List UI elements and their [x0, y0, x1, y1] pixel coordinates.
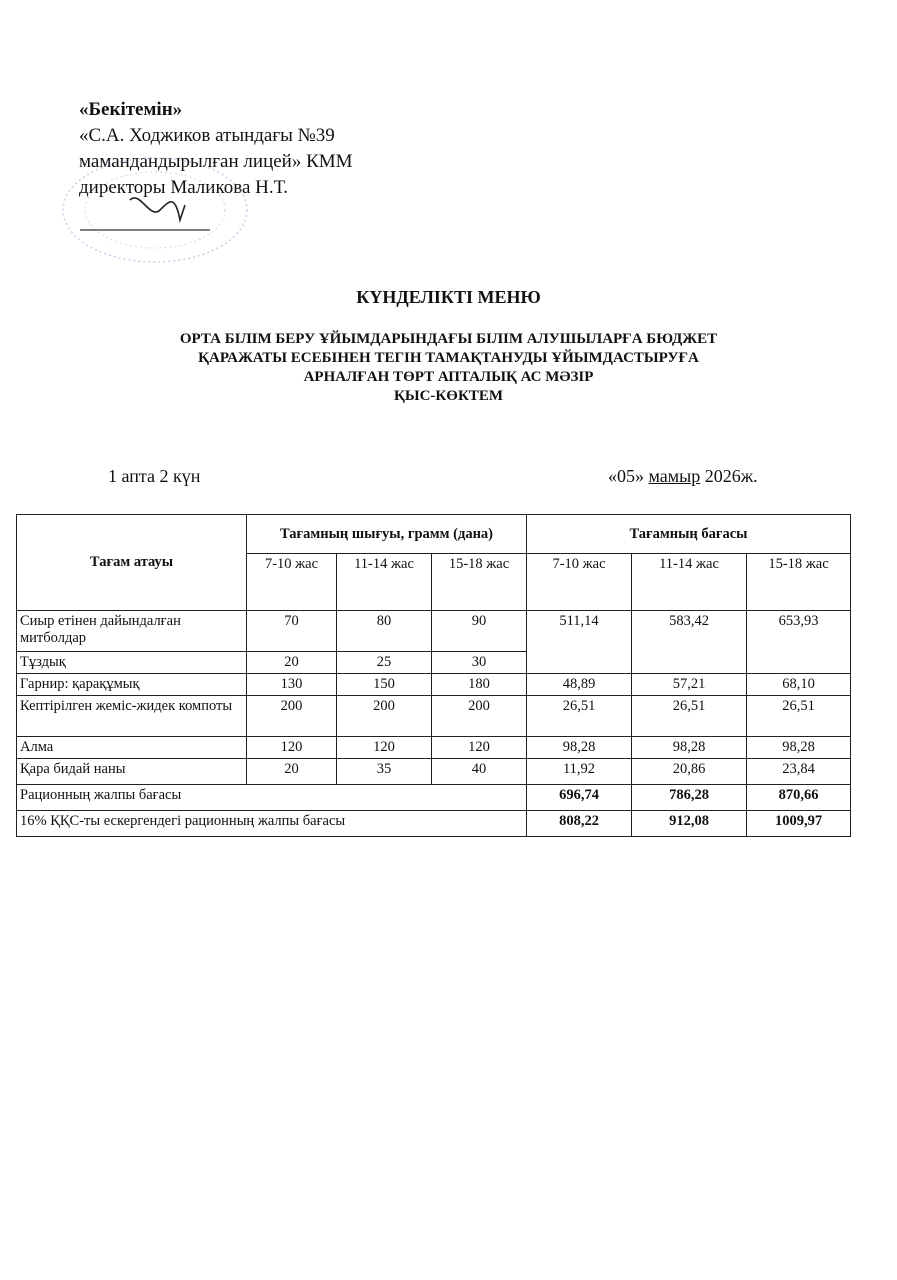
table-row: [17, 696, 851, 737]
yield-value: 200: [337, 696, 432, 737]
yield-value: 40: [432, 759, 527, 785]
price-value: 98,28: [747, 737, 851, 759]
yield-value: 120: [247, 737, 337, 759]
date-month: мамыр: [648, 466, 701, 486]
yield-age-1: 7-10 жас: [247, 554, 337, 611]
yield-age-3: 15-18 жас: [432, 554, 527, 611]
total-label: Рационның жалпы бағасы: [17, 785, 527, 811]
price-value: 23,84: [747, 759, 851, 785]
yield-value: 150: [337, 674, 432, 696]
yield-value: 200: [247, 696, 337, 737]
dish-name: Тұздық: [17, 652, 247, 674]
header-yield: Тағамның шығуы, грамм (дана): [247, 515, 527, 554]
price-value: 57,21: [632, 674, 747, 696]
yield-age-2: 11-14 жас: [337, 554, 432, 611]
table-row: [17, 737, 851, 759]
total-vat-price: 1009,97: [747, 811, 851, 837]
price-age-3: 15-18 жас: [747, 554, 851, 611]
price-value: 511,14: [527, 611, 632, 674]
yield-value: 25: [337, 652, 432, 674]
total-vat-price: 912,08: [632, 811, 747, 837]
dish-name: Гарнир: қарақұмық: [17, 674, 247, 696]
table-header-row: [17, 515, 851, 554]
table-row: [17, 674, 851, 696]
price-value: 98,28: [632, 737, 747, 759]
price-value: 653,93: [747, 611, 851, 674]
dish-name: Алма: [17, 737, 247, 759]
menu-date: [608, 466, 758, 487]
subtitle-line-2: ҚАРАЖАТЫ ЕСЕБІНЕН ТЕГІН ТАМАҚТАНУДЫ ҰЙЫМДАСТЫРУҒА: [198, 350, 699, 366]
table-row: [17, 759, 851, 785]
yield-value: 70: [247, 611, 337, 652]
subtitle-line-3: АРНАЛҒАН ТӨРТ АПТАЛЫҚ АС МӘЗІР: [303, 369, 594, 385]
total-price: 786,28: [632, 785, 747, 811]
approval-line-director: директоры Маликова Н.Т.: [79, 177, 289, 198]
price-value: 26,51: [747, 696, 851, 737]
date-year: 2026ж.: [704, 466, 758, 486]
dish-name: Сиыр етінен дайындалған митболдар: [17, 611, 247, 652]
price-value: 48,89: [527, 674, 632, 696]
total-vat-label: 16% ҚҚС-ты ескергендегі рационның жалпы бағасы: [17, 811, 527, 837]
yield-value: 200: [432, 696, 527, 737]
official-stamp: [60, 150, 320, 270]
page-title: КҮНДЕЛІКТІ МЕНЮ: [356, 287, 541, 307]
dish-name: Кептірілген жеміс-жидек компоты: [17, 696, 247, 737]
yield-value: 130: [247, 674, 337, 696]
price-age-1: 7-10 жас: [527, 554, 632, 611]
yield-value: 120: [337, 737, 432, 759]
price-value: 26,51: [632, 696, 747, 737]
price-value: 11,92: [527, 759, 632, 785]
subtitle-line-4: ҚЫС-КӨКТЕМ: [393, 388, 504, 404]
yield-value: 120: [432, 737, 527, 759]
total-vat-row: [17, 811, 851, 837]
subtitle-line-1: ОРТА БІЛІМ БЕРУ ҰЙЫМДАРЫНДАҒЫ БІЛІМ АЛУШЫЛАРҒА БЮДЖЕТ: [179, 331, 718, 347]
week-day: 1 апта 2 күн: [108, 466, 201, 486]
menu-table: [16, 514, 851, 837]
price-value: 98,28: [527, 737, 632, 759]
approval-heading: «Бекітемін»: [79, 99, 183, 120]
approval-line-school-2: мамандандырылған лицей» КММ: [79, 151, 353, 172]
yield-value: 35: [337, 759, 432, 785]
table-row: [17, 611, 851, 652]
approval-line-school: «С.А. Ходжиков атындағы №39: [79, 125, 335, 146]
header-dish: Тағам атауы: [17, 515, 247, 611]
header-price: Тағамның бағасы: [527, 515, 851, 554]
date-day: «05»: [608, 466, 644, 486]
total-price: 870,66: [747, 785, 851, 811]
yield-value: 90: [432, 611, 527, 652]
page-subtitle: [0, 330, 897, 406]
yield-value: 80: [337, 611, 432, 652]
price-age-2: 11-14 жас: [632, 554, 747, 611]
price-value: 20,86: [632, 759, 747, 785]
yield-value: 30: [432, 652, 527, 674]
dish-name: Қара бидай наны: [17, 759, 247, 785]
total-price: 696,74: [527, 785, 632, 811]
total-row: [17, 785, 851, 811]
price-value: 68,10: [747, 674, 851, 696]
total-vat-price: 808,22: [527, 811, 632, 837]
yield-value: 20: [247, 759, 337, 785]
yield-value: 20: [247, 652, 337, 674]
yield-value: 180: [432, 674, 527, 696]
price-value: 26,51: [527, 696, 632, 737]
price-value: 583,42: [632, 611, 747, 674]
